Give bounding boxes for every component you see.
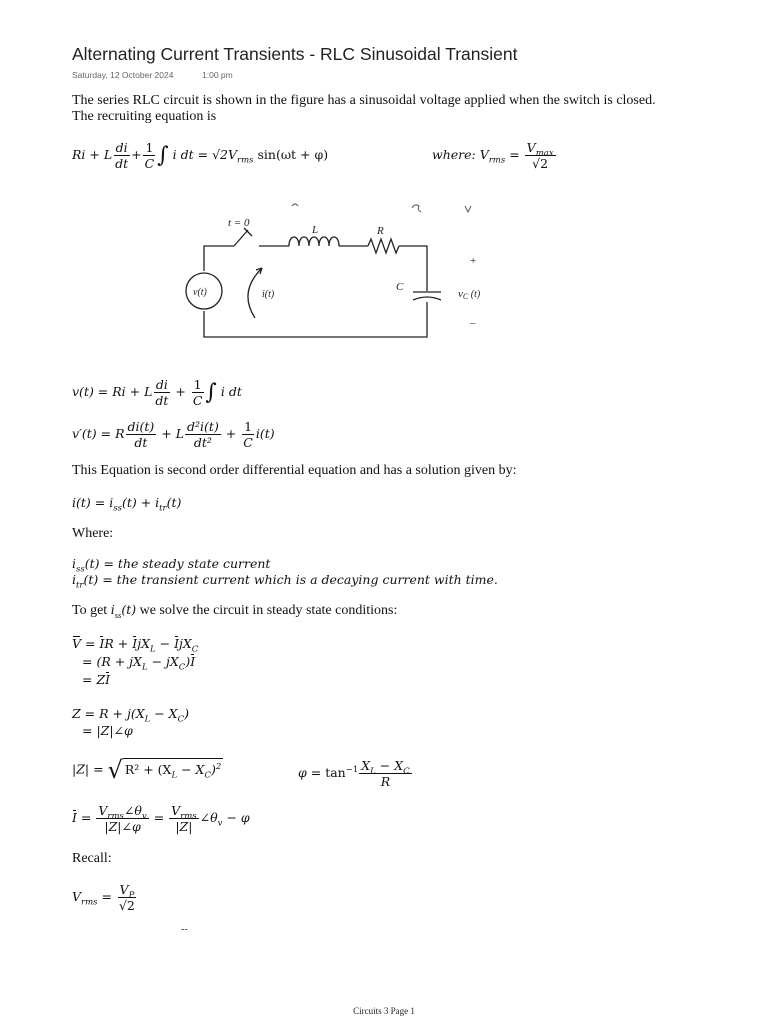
page-footer: Circuits 3 Page 1 xyxy=(353,1006,415,1016)
phasor-line-1: V = IR + IjX$_L$ − IjX$_C$ xyxy=(72,636,199,655)
inductor-coil xyxy=(289,237,339,246)
residue-mark xyxy=(465,206,471,212)
resistor-label: R xyxy=(377,225,384,237)
solution-equation: $i(t) = i_{ss}(t) + i_{tr}(t)$ xyxy=(72,495,182,514)
phasor-line-2: = $(R + jX_L - jX_C)I$ xyxy=(82,654,196,673)
page-title: Alternating Current Transients - RLC Sinusoidal Transient xyxy=(72,44,518,64)
vt-equation: v(t) = Ri + L $\frac{di}{dt}$ + $\frac{1}{C}$ ∫ i dt xyxy=(72,377,242,408)
stray-mark: -- xyxy=(181,924,188,935)
impedance-magnitude: |Z| = √ $R^2 + (X_L - X_C)^2$ xyxy=(72,756,222,784)
current-arc xyxy=(248,268,262,318)
resistor-zigzag xyxy=(368,239,399,253)
current-label: i(t) xyxy=(262,289,275,300)
capacitor-label: C xyxy=(396,281,404,293)
inductor-label: L xyxy=(312,224,319,236)
switch-tick xyxy=(244,228,252,236)
where-text: Where: xyxy=(72,526,114,541)
vrms-equation: $V_{rms}$ = $\frac{V_P}{√2}$ xyxy=(72,882,135,913)
vprime-equation: v′(t) = R $\frac{di(t)}{dt}$ + L $\frac{\text{d²i(t)}}{\text{dt²}}$ + $\frac{1}{C}$ i(t) xyxy=(72,419,275,450)
wire xyxy=(204,246,234,271)
phasor-line-3: = ZI xyxy=(82,672,111,687)
vc-label: vC (t) xyxy=(458,288,481,301)
steady-state-definition: $i_{ss}(t)$ = the steady state current xyxy=(72,556,271,575)
current-phasor: I = $\frac{V_{rms}\angle\theta_v}{|Z|\angle\varphi}$ = $\frac{V_{rms}}{|Z|}$ $\angle\theta_v - \varphi$ xyxy=(72,803,250,834)
vrms-definition: where: $V_{rms}$ = $\frac{V_{max}}{√2}$ xyxy=(432,140,554,171)
switch-blade xyxy=(234,230,248,246)
intro-paragraph: The series RLC circuit is shown in the figure has a sinusoidal voltage applied when the switch is closed. The recruiting equation is xyxy=(72,93,656,124)
impedance-line-1: $Z = R + j(X_L - X_C)$ xyxy=(72,706,189,725)
recall-text: Recall: xyxy=(72,851,112,866)
transient-definition: $i_{tr}(t)$ = the transient current which is a decaying current with time. xyxy=(72,572,498,591)
residue-mark xyxy=(292,204,298,206)
impedance-line-2: = |Z|∠φ xyxy=(82,723,133,738)
switch-label: t = 0 xyxy=(228,217,250,229)
residue-mark xyxy=(412,205,421,212)
capacitor-plate xyxy=(413,297,441,300)
source-label: v(t) xyxy=(193,287,207,298)
recurring-equation: Ri + L $\frac{di}{dt}$ + $\frac{1}{C}$ ∫ i dt = $√2V_{rms}$ sin(ωt + φ) xyxy=(72,140,329,171)
wire xyxy=(204,302,427,337)
page-date: Saturday, 12 October 2024 xyxy=(72,70,174,80)
phase-angle: $\varphi = \tan^{-1}$ $\frac{X_L - X_C}{R}$ xyxy=(298,758,410,789)
second-order-text: This Equation is second order differential equation and has a solution given by: xyxy=(72,463,517,478)
minus-sign: – xyxy=(470,317,476,329)
steady-state-text: To get $i_{ss}(t)$ we solve the circuit in steady state conditions: xyxy=(72,602,398,620)
page-time: 1:00 pm xyxy=(202,70,233,80)
plus-sign: + xyxy=(470,255,477,267)
